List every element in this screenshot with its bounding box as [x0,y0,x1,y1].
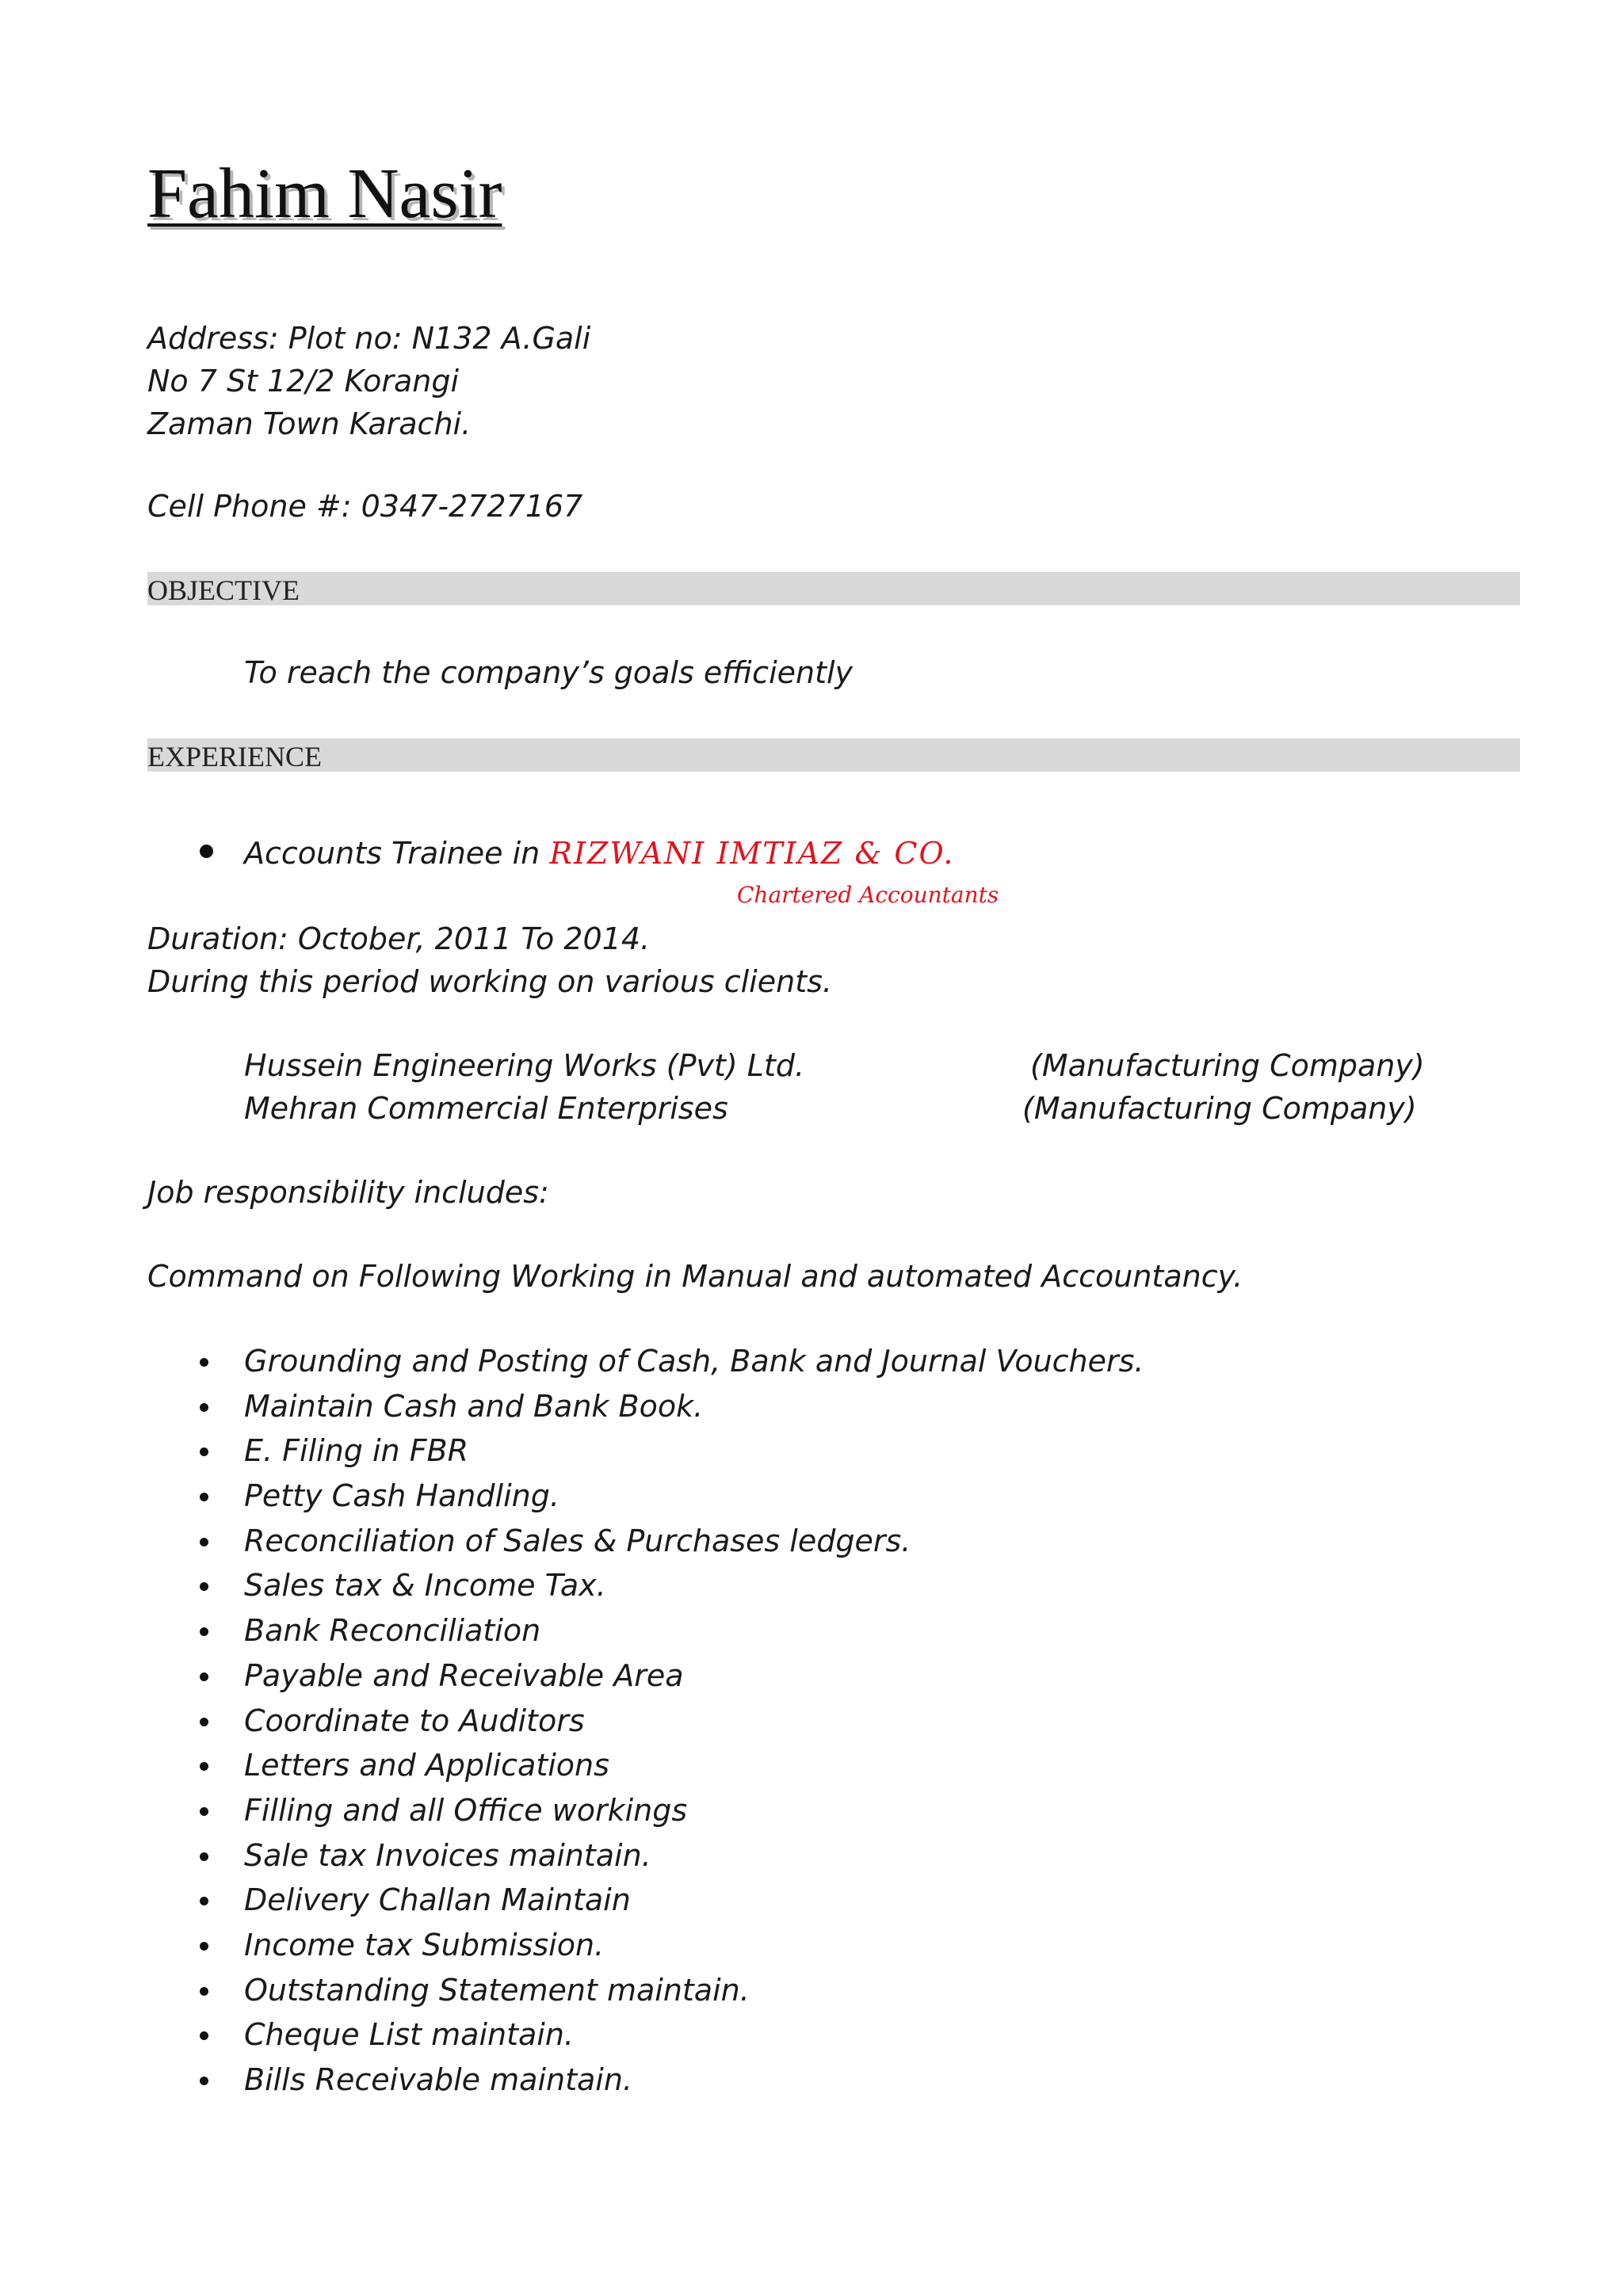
client-name: Mehran Commercial Enterprises [244,1091,728,1126]
list-item [147,1878,1144,1923]
objective-heading: OBJECTIVE [147,574,300,606]
client-type: (Manufacturing Company) [1030,1048,1425,1083]
list-item-text: Coordinate to Auditors [244,1703,585,1738]
list-item [147,1923,1144,1968]
list-item [147,1608,1144,1653]
list-item-text: Maintain Cash and Bank Book. [244,1388,704,1424]
bullet-icon [200,2031,208,2040]
list-item-text: Reconciliation of Sales & Purchases ledgers. [244,1523,911,1558]
list-item-text: Sales tax & Income Tax. [244,1568,606,1604]
client-row [244,1087,1417,1130]
bullet-icon [200,2077,208,2085]
phone-number: Cell Phone #: 0347-2727167 [147,489,583,524]
responsibility-list [147,1339,1144,2103]
bullet-icon [200,1762,208,1771]
list-item-text: Bills Receivable maintain. [244,2062,632,2097]
duration-block [147,917,832,1003]
bullet-icon [200,1493,208,1501]
list-item [147,1519,1144,1564]
duration: Duration: October, 2011 To 2014. [147,921,651,956]
list-item-text: Letters and Applications [244,1748,609,1783]
job-responsibility-heading: Job responsibility includes: [147,1175,549,1210]
role-prefix: Accounts Trainee in [244,836,550,871]
list-item-text: Income tax Submission. [244,1927,605,1962]
list-item [147,1474,1144,1519]
bullet-icon [200,1672,208,1681]
list-item [147,1743,1144,1788]
list-item-text: Delivery Challan Maintain [244,1882,631,1918]
address-line: Address: Plot no: N132 A.Gali [147,321,591,356]
client-name: Hussein Engineering Works (Pvt) Ltd. [244,1048,805,1083]
bullet-icon [200,1852,208,1861]
list-item-text: Petty Cash Handling. [244,1478,559,1514]
client-list [244,1044,1425,1130]
list-item-text: E. Filing in FBR [244,1433,469,1469]
resume-name: Fahim Nasir [147,154,502,233]
list-item [147,2058,1144,2103]
list-item [147,2012,1144,2058]
list-item-text: Outstanding Statement maintain. [244,1972,750,2008]
list-item [147,1563,1144,1608]
bullet-icon [200,1403,208,1412]
list-item-text: Cheque List maintain. [244,2017,575,2053]
bullet-icon [200,1447,208,1456]
list-item [147,1428,1144,1474]
bullet-icon [200,1987,208,1996]
list-item [147,1653,1144,1699]
list-item [147,1788,1144,1833]
bullet-icon [200,1582,208,1591]
objective-section-bar [147,572,1520,605]
command-line: Command on Following Working in Manual and automated Accountancy. [147,1259,1243,1294]
list-item [147,1339,1144,1384]
role-line [244,832,955,875]
bullet-icon [200,1538,208,1547]
period-note: During this period working on various clients. [147,964,832,999]
client-type: (Manufacturing Company) [1022,1091,1417,1126]
objective-text: To reach the company’s goals efficiently [244,655,854,690]
list-item [147,1833,1144,1878]
firm-subtitle: Chartered Accountants [737,882,999,908]
firm-name: RIZWANI IMTIAZ & CO. [549,836,955,871]
bullet-icon [200,1897,208,1905]
address-line: Zaman Town Karachi. [147,406,472,441]
bullet-icon [200,1942,208,1951]
bullet-icon [200,1718,208,1726]
list-item-text: Bank Reconciliation [244,1613,541,1649]
list-item [147,1384,1144,1429]
address-line: No 7 St 12/2 Korangi [147,364,460,399]
experience-heading: EXPERIENCE [147,741,322,772]
list-item [147,1699,1144,1744]
bullet-icon [200,1358,208,1367]
list-item-text: Filling and all Office workings [244,1792,688,1828]
experience-section-bar [147,738,1520,772]
client-row [244,1044,1425,1087]
bullet-icon [200,1627,208,1636]
list-item-text: Sale tax Invoices maintain. [244,1837,651,1873]
list-item-text: Payable and Receivable Area [244,1657,684,1693]
address-block [147,317,590,445]
bullet-icon [200,1807,208,1816]
list-item [147,1968,1144,2013]
list-item-text: Grounding and Posting of Cash, Bank and Journal Vouchers. [244,1344,1144,1379]
role-bullet-icon [200,845,213,858]
